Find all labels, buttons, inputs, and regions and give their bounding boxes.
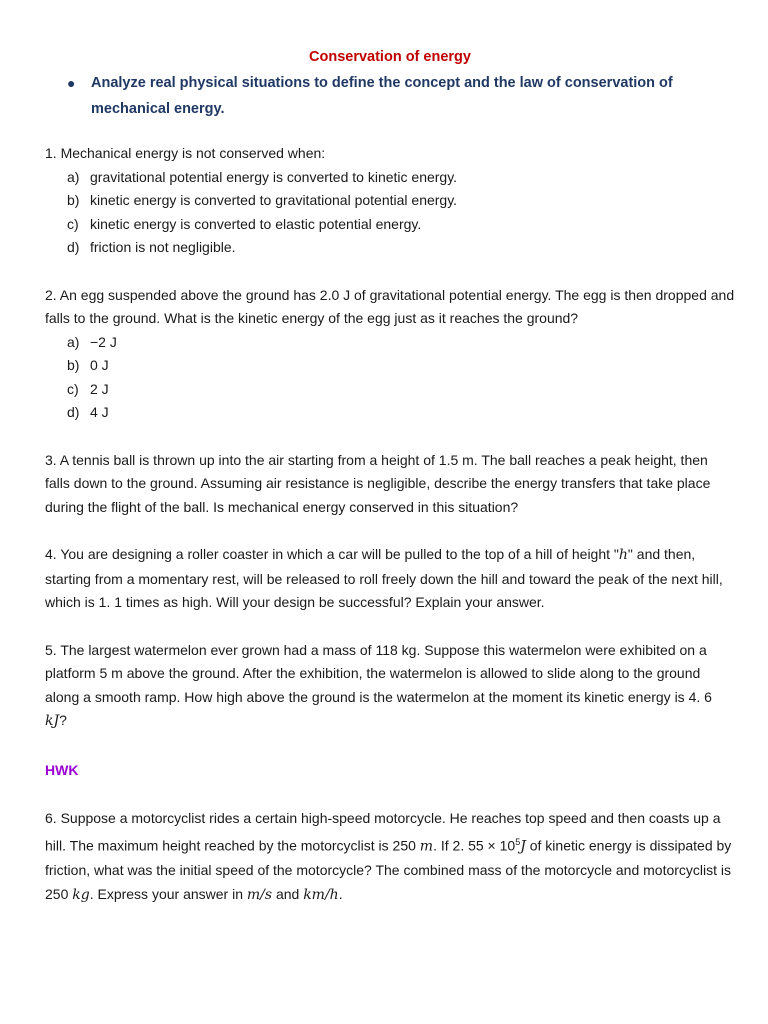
option-d: d) friction is not negligible.: [67, 239, 236, 255]
question-6: 6. Suppose a motorcyclist rides a certain high-speed motorcycle. He reaches top speed and then coasts up a hill. The maximum height reached by the motorcyclist is 250 m. If 2. $55 \times 10^5J$ of kinetic energy is dissipated by friction, what was the initial speed of the motorcycle? The combined mass of the motorcycle and motorcyclist is 250 kg. Express your answer in m/s and km/h.: [45, 809, 732, 904]
option-a: a) −2 J: [67, 333, 117, 350]
homework-label: HWK: [45, 761, 79, 778]
option-b: b) 0 J: [67, 357, 109, 373]
page-title: Conservation of energy: [309, 49, 471, 65]
kinetic-energy-value: 4. 6: [688, 688, 712, 705]
question-1: [45, 142, 735, 260]
unit-j: J: [520, 838, 526, 855]
unit-kmh: km/h: [303, 887, 339, 904]
option-b: b) kinetic energy is converted to gravitational potential energy.: [67, 192, 458, 208]
option-a: a) gravitational potential energy is converted to kinetic energy.: [67, 168, 458, 185]
question-1-options: [45, 166, 735, 260]
question-4: 4. You are designing a roller coaster in which a car will be pulled to the top of a hill of height "h" and then, starting from a momentary rest, will be released to roll freely down the hill and toward the peak of the next hill, which is 1. 1 times as high. Will your design be successful? Explain your answer.: [45, 546, 723, 610]
option-d: d) 4 J: [67, 404, 109, 420]
question-5: 5. The largest watermelon ever grown had a mass of 118 kg. Suppose this watermelon were exhibited on a platform 5 m above the ground. After the exhibition, the watermelon is allowed to slide along to the ground along a smooth ramp. How high above the ground is the watermelon at the moment its kinetic energy is 4. 6 kJ?: [45, 641, 712, 729]
learning-objective: [67, 70, 735, 122]
question-2: [45, 284, 735, 425]
unit-kj: kJ: [45, 713, 60, 729]
energy-value: 2. 55 × 10: [452, 837, 516, 854]
exponent: 5: [515, 836, 521, 847]
unit-kg: kg: [72, 887, 90, 904]
question-1-prompt: 1. Mechanical energy is not conserved when:: [45, 145, 326, 161]
question-2-prompt: 2. An egg suspended above the ground has 2.0 J of gravitational potential energy. The egg is then dropped and falls to the ground. What is the kinetic energy of the egg just as it reaches the ground?: [45, 286, 735, 326]
worksheet-page: [45, 44, 735, 907]
bullet-icon: ●: [67, 75, 76, 91]
option-c: c) kinetic energy is converted to elastic potential energy.: [67, 215, 422, 232]
unit-ms: m/s: [246, 887, 273, 904]
unit-m: m: [419, 838, 434, 855]
question-3-prompt: 3. A tennis ball is thrown up into the air starting from a height of 1.5 m. The ball reaches a peak height, then falls down to the ground. Assuming air resistance is negligible, describe the energy transfers that take place during the flight of the ball. Is mechanical energy conserved in this situation?: [45, 451, 711, 515]
question-3: [45, 449, 735, 520]
option-c: c) 2 J: [67, 380, 109, 397]
objective-text: Analyze real physical situations to define the concept and the law of conservation of mechanical energy.: [91, 75, 673, 117]
question-2-options: [45, 331, 735, 425]
variable-h: h: [618, 547, 628, 563]
